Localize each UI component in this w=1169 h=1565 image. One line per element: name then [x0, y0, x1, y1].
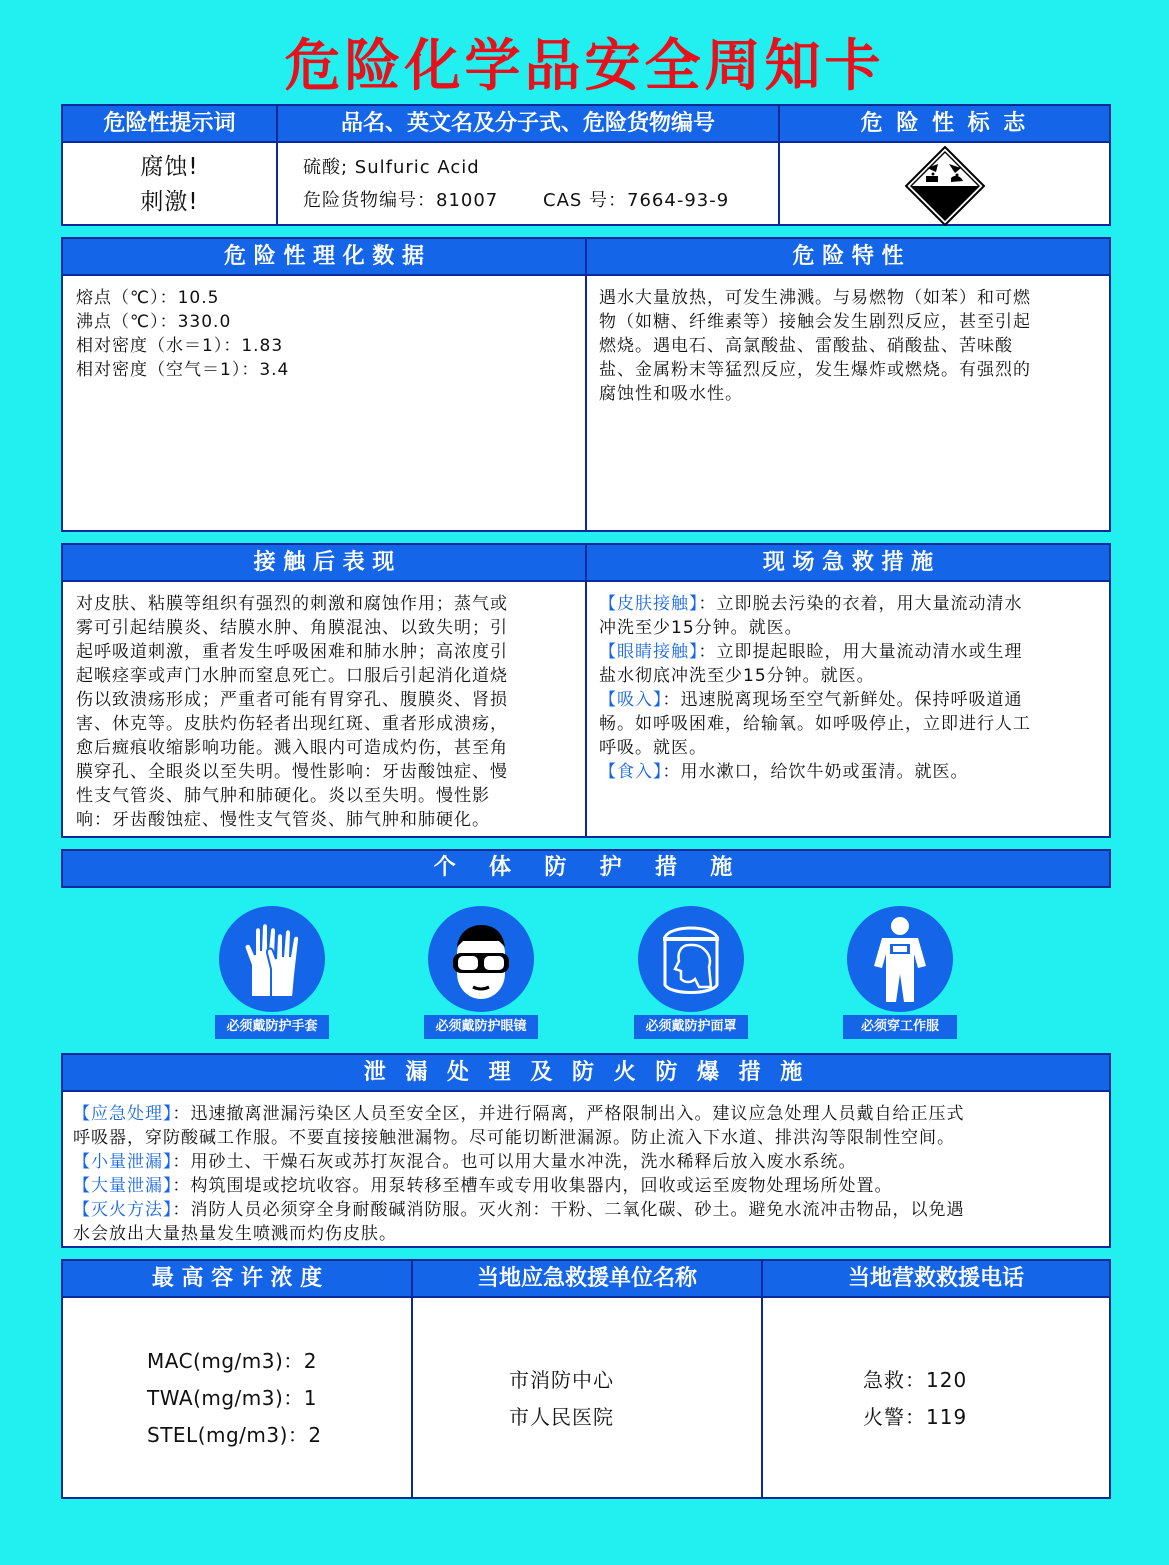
symptoms-line: 起喉痉挛或声门水肿而窒息死亡。口服后引起消化道烧 — [76, 666, 508, 686]
symptoms-line: 性支气管炎、肺气肿和肺硬化。炎以至失明。慢性影 — [76, 786, 490, 806]
physchem-line: 相对密度（水＝1）：1.83 — [76, 336, 284, 356]
first-aid-line: 【食入】：用水漱口，给饮牛奶或蛋清。就医。 — [599, 762, 969, 782]
phone-fire: 火警：119 — [863, 1405, 968, 1429]
corrosive-symbol-icon — [905, 146, 985, 226]
ppe-label-goggles: 必须戴防护眼镜 — [424, 1015, 538, 1039]
hazard-char-line: 物（如糖、纤维素等）接触会发生剧烈反应，甚至引起 — [599, 312, 1031, 332]
first-aid-line: 【皮肤接触】：立即脱去污染的衣着，用大量流动清水 — [599, 594, 1023, 614]
header-symptoms: 接 触 后 表 现 — [63, 545, 585, 582]
dangerous-goods-number: 危险货物编号：81007 — [303, 190, 499, 211]
first-aid-line: 【眼睛接触】：立即提起眼睑，用大量流动清水或生理 — [599, 642, 1023, 662]
header-rescue-unit: 当地应急救援单位名称 — [413, 1261, 761, 1298]
symptoms-line: 对皮肤、粘膜等组织有强烈的刺激和腐蚀作用；蒸气或 — [76, 594, 508, 614]
physchem-hazard-section — [61, 237, 1111, 532]
header-hazard-words: 危险性提示词 — [63, 106, 276, 143]
emergency-contact-section — [61, 1259, 1111, 1499]
work-clothes-icon — [847, 906, 953, 1012]
symptoms-line: 起呼吸道刺激，重者发生呼吸困难和肺水肿；高浓度引 — [76, 642, 508, 662]
first-aid-line: 畅。如呼吸困难，给输氧。如呼吸停止，立即进行人工 — [599, 714, 1031, 734]
symptoms-line: 响：牙齿酸蚀症、慢性支气管炎、肺气肿和肺硬化。 — [76, 810, 490, 830]
physchem-line: 熔点（℃）：10.5 — [76, 288, 220, 308]
face-shield-icon — [638, 906, 744, 1012]
leak-line: 【灭火方法】：消防人员必须穿全身耐酸碱消防服。灭火剂：干粉、二氧化碳、砂土。避免水流冲击物品，以免遇 — [73, 1200, 965, 1220]
first-aid-line: 【吸入】：迅速脱离现场至空气新鲜处。保持呼吸道通 — [599, 690, 1023, 710]
symptoms-line: 愈后癍痕收缩影响功能。溅入眼内可造成灼伤，甚至角 — [76, 738, 508, 758]
leak-fire-section — [61, 1053, 1111, 1248]
hazard-char-line: 燃烧。遇电石、高氯酸盐、雷酸盐、硝酸盐、苦味酸 — [599, 336, 1013, 356]
product-info-section — [61, 104, 1111, 226]
header-ppe: 个 体 防 护 措 施 — [63, 851, 1109, 886]
header-first-aid: 现 场 急 救 措 施 — [587, 545, 1109, 582]
stel-value: STEL(mg/m3)：2 — [147, 1423, 322, 1447]
symptoms-line: 伤以致溃疡形成；严重者可能有胃穿孔、腹膜炎、肾损 — [76, 690, 508, 710]
header-rescue-phone: 当地营救救援电话 — [763, 1261, 1109, 1298]
leak-line: 【应急处理】：迅速撤离泄漏污染区人员至安全区，并进行隔离，严格限制出入。建议应急处理人员戴自给正压式 — [73, 1104, 965, 1124]
ppe-label-face-shield: 必须戴防护面罩 — [634, 1015, 748, 1039]
hazard-char-line: 遇水大量放热，可发生沸溅。与易燃物（如苯）和可燃 — [599, 288, 1031, 308]
header-product-name: 品名、英文名及分子式、危险货物编号 — [278, 106, 778, 143]
ppe-header-bar — [61, 849, 1111, 888]
cas-number: CAS 号：7664-93-9 — [543, 190, 730, 211]
header-hazard-symbol: 危 险 性 标 志 — [780, 106, 1109, 143]
hazard-word-irritant: 刺激! — [140, 189, 199, 215]
phone-ambulance: 急救：120 — [863, 1368, 968, 1392]
rescue-unit-fire: 市消防中心 — [509, 1368, 614, 1392]
rescue-unit-hospital: 市人民医院 — [509, 1405, 614, 1429]
header-leak-fire: 泄 漏 处 理 及 防 火 防 爆 措 施 — [63, 1055, 1109, 1092]
header-physchem: 危 险 性 理 化 数 据 — [63, 239, 585, 276]
ppe-label-work-clothes: 必须穿工作服 — [843, 1015, 957, 1039]
symptoms-firstaid-section — [61, 543, 1111, 838]
header-max-concentration: 最 高 容 许 浓 度 — [63, 1261, 411, 1298]
twa-value: TWA(mg/m3)：1 — [147, 1386, 318, 1410]
hazard-char-line: 腐蚀性和吸水性。 — [599, 384, 743, 404]
product-name: 硫酸; Sulfuric Acid — [303, 157, 480, 178]
header-hazard-characteristics: 危 险 特 性 — [587, 239, 1109, 276]
hazard-word-corrosive: 腐蚀! — [140, 154, 199, 180]
leak-line: 水会放出大量热量发生喷溅而灼伤皮肤。 — [73, 1224, 397, 1244]
mac-value: MAC(mg/m3)：2 — [147, 1349, 318, 1373]
hazard-char-line: 盐、金属粉末等猛烈反应，发生爆炸或燃烧。有强烈的 — [599, 360, 1031, 380]
symptoms-line: 害、休克等。皮肤灼伤轻者出现红斑、重者形成溃疡， — [76, 714, 508, 734]
physchem-line: 沸点（℃）：330.0 — [76, 312, 232, 332]
first-aid-line: 冲洗至少15分钟。就医。 — [599, 618, 803, 638]
symptoms-line: 雾可引起结膜炎、结膜水肿、角膜混浊、以致失明；引 — [76, 618, 508, 638]
leak-line: 【大量泄漏】：构筑围堤或挖坑收容。用泵转移至槽车或专用收集器内，回收或运至废物处理场所处置。 — [73, 1176, 893, 1196]
first-aid-line: 呼吸。就医。 — [599, 738, 707, 758]
physchem-line: 相对密度（空气＝1）：3.4 — [76, 360, 290, 380]
gloves-icon — [219, 906, 325, 1012]
leak-line: 【小量泄漏】：用砂土、干燥石灰或苏打灰混合。也可以用大量水冲洗，洗水稀释后放入废水系统。 — [73, 1152, 857, 1172]
first-aid-line: 盐水彻底冲洗至少15分钟。就医。 — [599, 666, 875, 686]
leak-line: 呼吸器，穿防酸碱工作服。不要直接接触泄漏物。尽可能切断泄漏源。防止流入下水道、排洪沟等限制性空间。 — [73, 1128, 955, 1148]
page-title: 危险化学品安全周知卡 — [284, 34, 885, 99]
ppe-label-gloves: 必须戴防护手套 — [215, 1015, 329, 1039]
symptoms-line: 膜穿孔、全眼炎以至失明。慢性影响：牙齿酸蚀症、慢 — [76, 762, 508, 782]
goggles-icon — [428, 906, 534, 1012]
